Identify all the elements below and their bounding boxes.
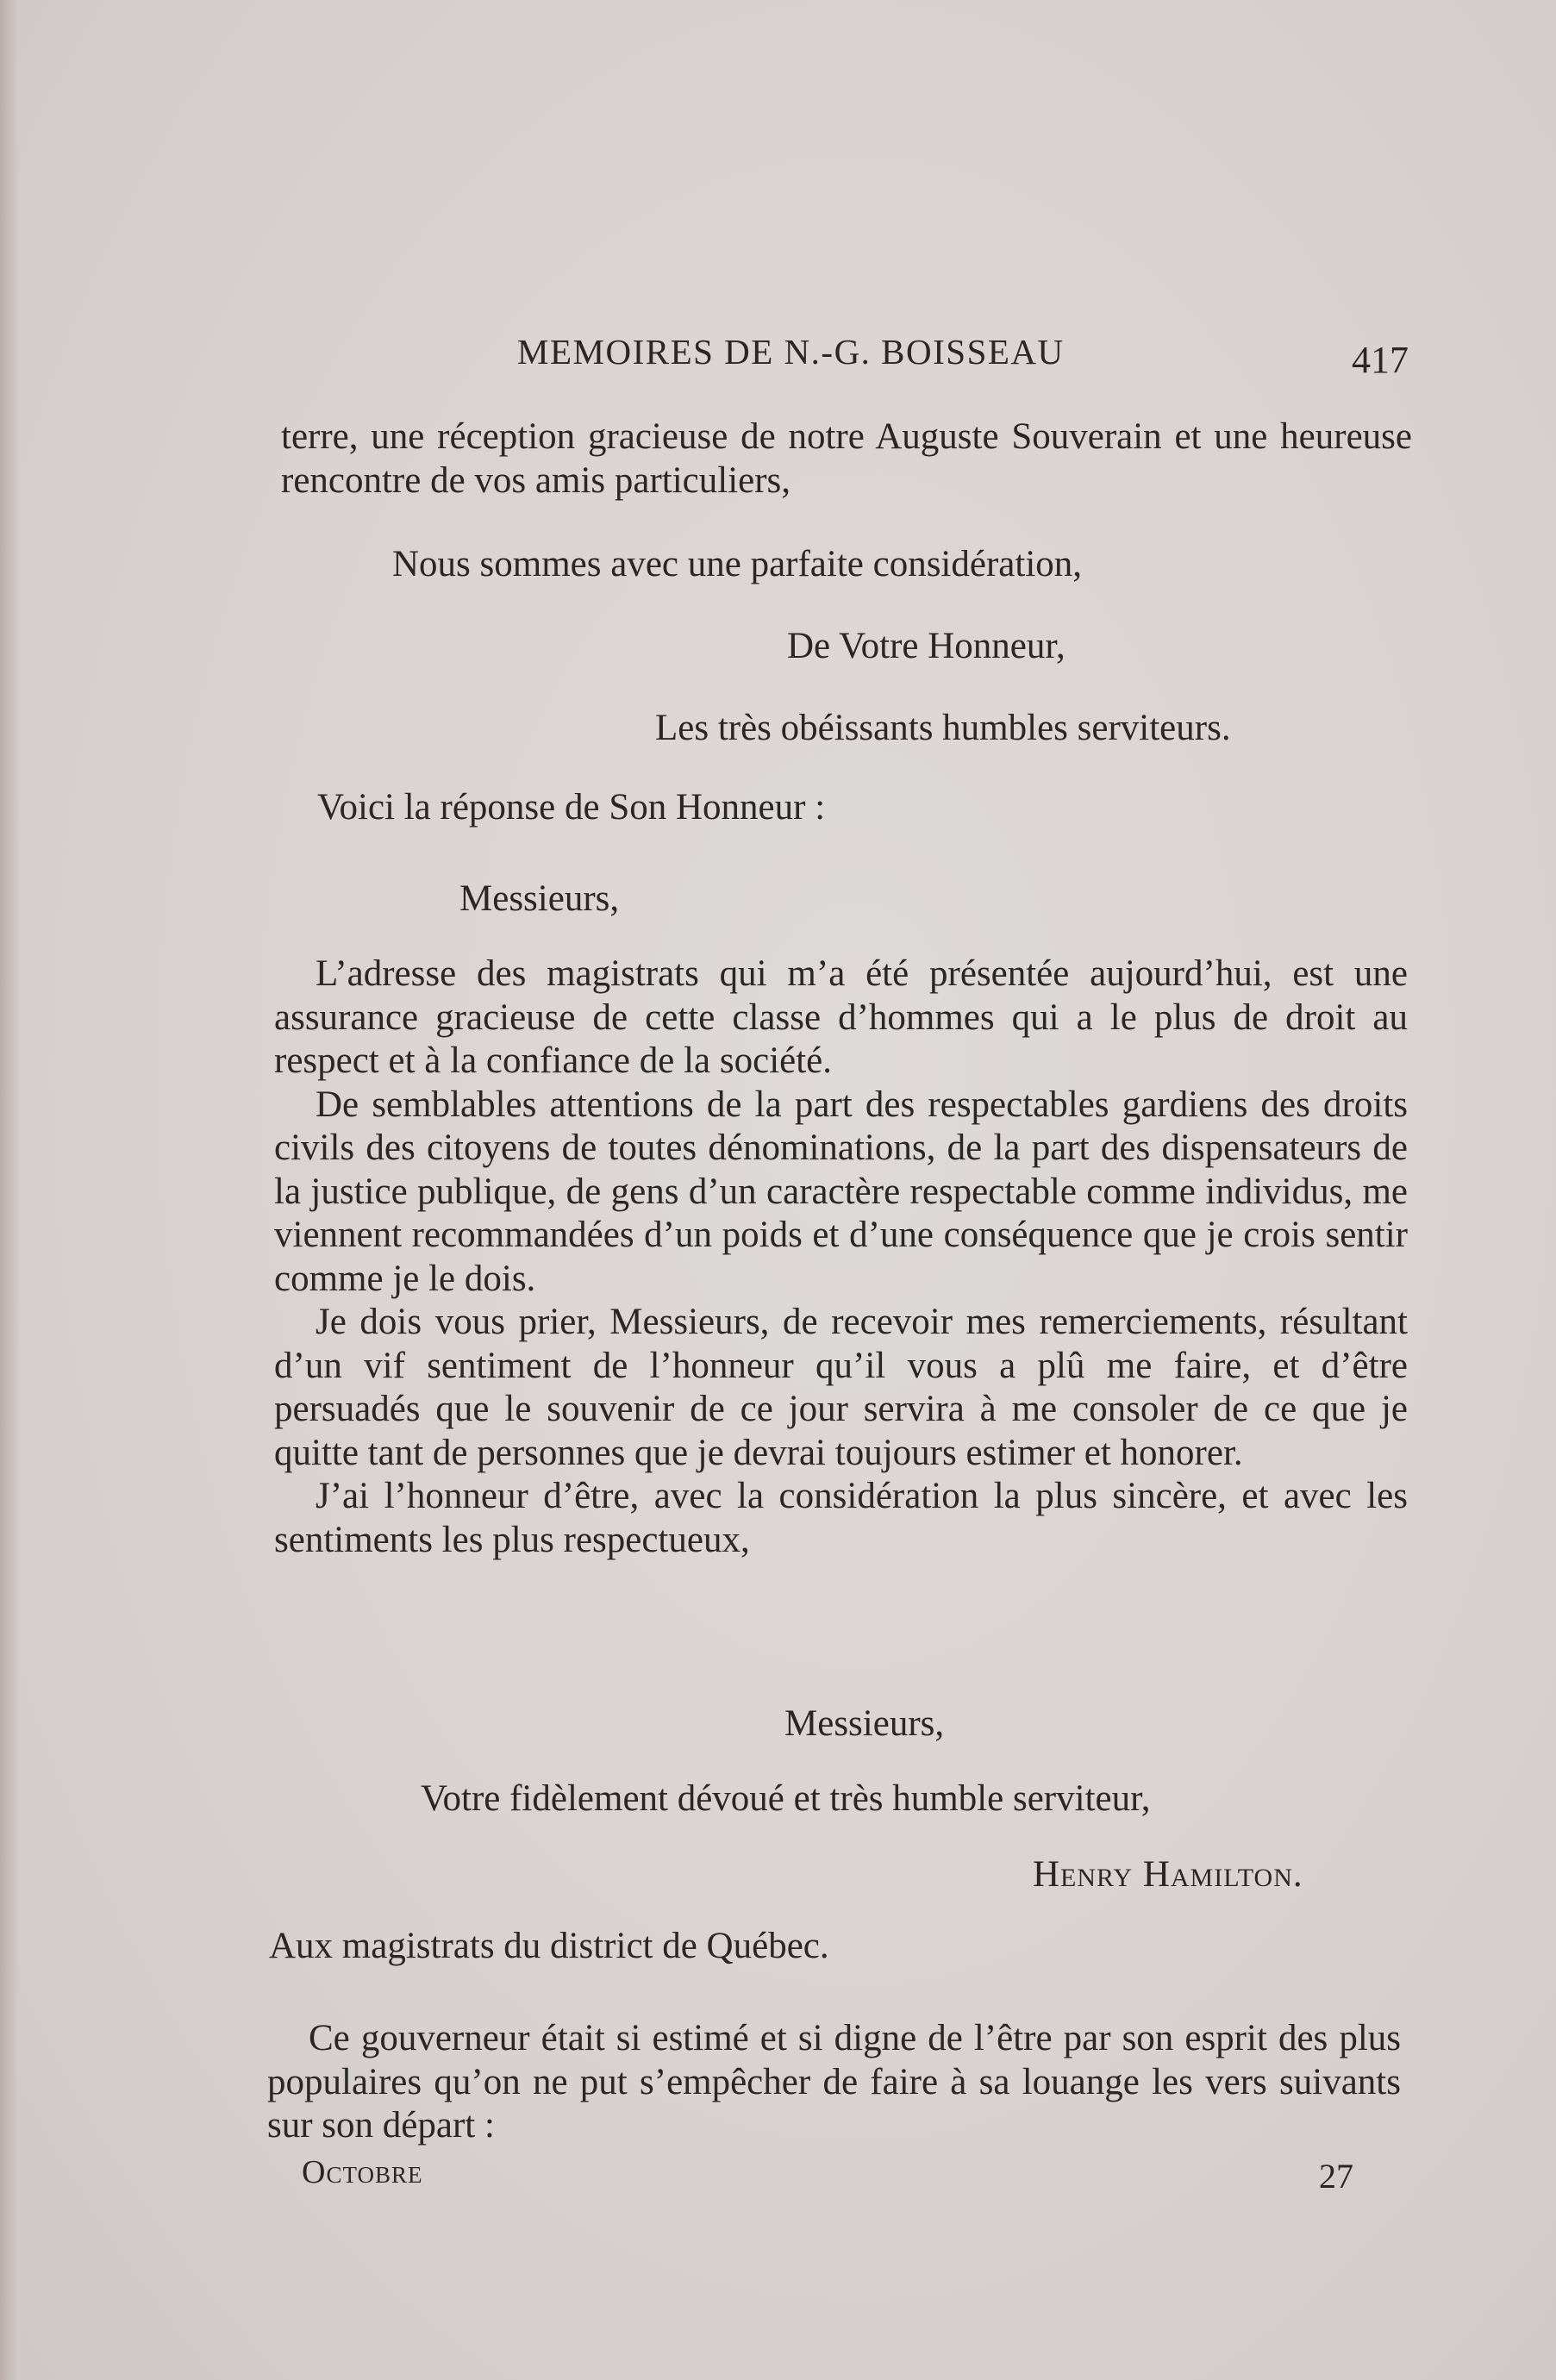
reply-closing-line: Votre fidèlement dévoué et très humble serviteur, [421,1778,1151,1819]
signature-mark: Octobre [302,2154,423,2190]
signature-number: 27 [1319,2157,1353,2196]
page-number: 417 [1352,339,1409,381]
reply-closing-salutation: Messieurs, [784,1703,945,1744]
reply-salutation: Messieurs, [459,878,620,919]
reply-body [274,953,1408,1562]
commentary [267,2017,1401,2148]
page-binding-edge [0,0,19,2380]
address-continuation [281,415,1412,503]
reply-paragraph-1: L’adresse des magistrats qui m’a été présentée aujourd’hui, est une assurance gracieuse de cette classe d’hommes qui a le plus de droit au respect et à la confiance de la société. [274,953,1408,1081]
running-title: MEMOIRES DE N.-G. BOISSEAU [517,332,1065,372]
reply-signature: Henry Hamilton. [1033,1854,1303,1895]
reply-paragraph-3: Je dois vous prier, Messieurs, de recevoir mes remerciements, résultant d’un vif sentiment de l’honneur qu’il vous a plû me faire, et d’être persuadés que le souvenir de ce jour servira à me consoler de ce que je quitte tant de personnes que je devrai toujours estimer et honorer. [274,1302,1408,1473]
reply-recipient: Aux magistrats du district de Québec. [269,1926,829,1966]
reply-intro: Voici la réponse de Son Honneur : [317,787,826,828]
closing-line-1: Nous sommes avec une parfaite considération, [392,544,1083,584]
commentary-paragraph: Ce gouverneur était si estimé et si digne de l’être par son esprit des plus populaires qu’on ne put s’empêcher de faire à sa louange les vers suivants sur son départ : [267,2018,1401,2146]
reply-paragraph-4: J’ai l’honneur d’être, avec la considération la plus sincère, et avec les sentiments les plus respectueux, [274,1476,1408,1560]
closing-line-3: Les très obéissants humbles serviteurs. [655,708,1231,748]
continuation-paragraph: terre, une réception gracieuse de notre Auguste Souverain et une heureuse rencontre de vos amis particuliers, [281,416,1412,501]
closing-line-2: De Votre Honneur, [787,626,1065,666]
reply-paragraph-2: De semblables attentions de la part des respectables gardiens des droits civils des citoyens de toutes dénominations, de la part des dispensateurs de la justice publique, de gens d’un caractère respectable comme individus, me viennent recommandées d’un poids et d’une conséquence que je crois sentir comme je le dois. [274,1084,1408,1299]
